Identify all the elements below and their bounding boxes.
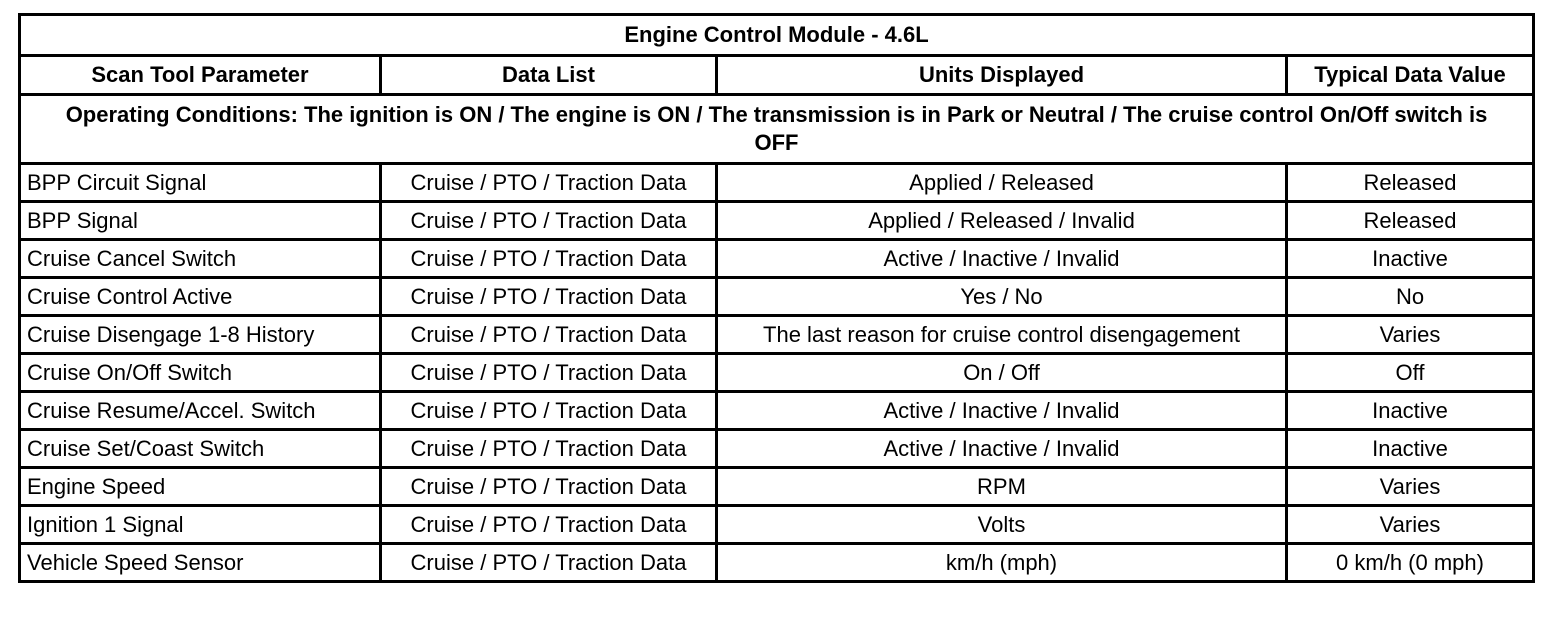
table-title: Engine Control Module - 4.6L: [20, 15, 1534, 56]
data-list-cell: Cruise / PTO / Traction Data: [381, 240, 717, 278]
table-row: [20, 316, 1534, 354]
parameter-cell: Cruise Cancel Switch: [20, 240, 381, 278]
table-row: [20, 202, 1534, 240]
column-header-data-list: Data List: [381, 56, 717, 95]
table-header-row: [20, 56, 1534, 95]
engine-control-module-table: [18, 13, 1535, 583]
column-header-units: Units Displayed: [717, 56, 1287, 95]
parameter-cell: Ignition 1 Signal: [20, 506, 381, 544]
units-cell: Yes / No: [717, 278, 1287, 316]
column-header-parameter: Scan Tool Parameter: [20, 56, 381, 95]
data-list-cell: Cruise / PTO / Traction Data: [381, 164, 717, 202]
units-cell: Active / Inactive / Invalid: [717, 392, 1287, 430]
units-cell: Volts: [717, 506, 1287, 544]
typical-value-cell: Inactive: [1287, 392, 1534, 430]
parameter-cell: Cruise Disengage 1-8 History: [20, 316, 381, 354]
table-row: [20, 392, 1534, 430]
data-list-cell: Cruise / PTO / Traction Data: [381, 468, 717, 506]
typical-value-cell: 0 km/h (0 mph): [1287, 544, 1534, 582]
parameter-cell: Cruise Set/Coast Switch: [20, 430, 381, 468]
data-list-cell: Cruise / PTO / Traction Data: [381, 202, 717, 240]
table-row: [20, 468, 1534, 506]
table-row: [20, 544, 1534, 582]
parameter-cell: Cruise Control Active: [20, 278, 381, 316]
table-row: [20, 278, 1534, 316]
typical-value-cell: No: [1287, 278, 1534, 316]
units-cell: km/h (mph): [717, 544, 1287, 582]
typical-value-cell: Released: [1287, 202, 1534, 240]
typical-value-cell: Varies: [1287, 506, 1534, 544]
table-row: [20, 506, 1534, 544]
data-list-cell: Cruise / PTO / Traction Data: [381, 354, 717, 392]
parameter-cell: Vehicle Speed Sensor: [20, 544, 381, 582]
typical-value-cell: Released: [1287, 164, 1534, 202]
units-cell: Applied / Released / Invalid: [717, 202, 1287, 240]
typical-value-cell: Off: [1287, 354, 1534, 392]
units-cell: RPM: [717, 468, 1287, 506]
typical-value-cell: Inactive: [1287, 240, 1534, 278]
typical-value-cell: Varies: [1287, 468, 1534, 506]
data-list-cell: Cruise / PTO / Traction Data: [381, 278, 717, 316]
parameter-cell: BPP Signal: [20, 202, 381, 240]
units-cell: Active / Inactive / Invalid: [717, 430, 1287, 468]
table-row: [20, 164, 1534, 202]
parameter-cell: Cruise On/Off Switch: [20, 354, 381, 392]
units-cell: Active / Inactive / Invalid: [717, 240, 1287, 278]
units-cell: Applied / Released: [717, 164, 1287, 202]
parameter-cell: Engine Speed: [20, 468, 381, 506]
units-cell: The last reason for cruise control disengagement: [717, 316, 1287, 354]
data-list-cell: Cruise / PTO / Traction Data: [381, 430, 717, 468]
typical-value-cell: Varies: [1287, 316, 1534, 354]
table-row: [20, 430, 1534, 468]
data-list-cell: Cruise / PTO / Traction Data: [381, 506, 717, 544]
units-cell: On / Off: [717, 354, 1287, 392]
operating-conditions-row: [20, 95, 1534, 164]
table-title-row: [20, 15, 1534, 56]
parameter-cell: Cruise Resume/Accel. Switch: [20, 392, 381, 430]
parameter-cell: BPP Circuit Signal: [20, 164, 381, 202]
column-header-typical-value: Typical Data Value: [1287, 56, 1534, 95]
table-row: [20, 354, 1534, 392]
table-row: [20, 240, 1534, 278]
typical-value-cell: Inactive: [1287, 430, 1534, 468]
operating-conditions: Operating Conditions: The ignition is ON / The engine is ON / The transmission is in Park or Neutral / The cruise control On/Off switch is OFF: [20, 95, 1534, 164]
data-list-cell: Cruise / PTO / Traction Data: [381, 544, 717, 582]
data-list-cell: Cruise / PTO / Traction Data: [381, 316, 717, 354]
data-list-cell: Cruise / PTO / Traction Data: [381, 392, 717, 430]
